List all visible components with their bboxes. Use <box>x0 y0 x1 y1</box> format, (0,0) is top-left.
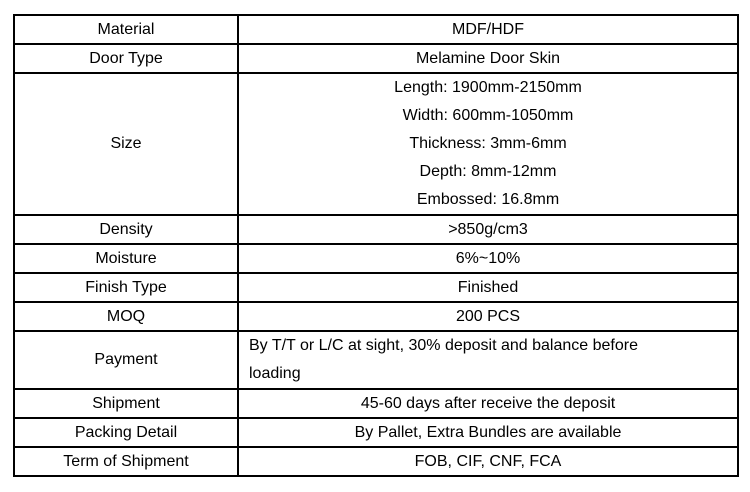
table-row-size <box>14 73 738 215</box>
table-row-packing-detail <box>14 418 738 447</box>
row-value-moisture: 6%~10% <box>238 244 738 273</box>
row-value-density: >850g/cm3 <box>238 215 738 244</box>
table-row-moisture <box>14 244 738 273</box>
row-value-shipment: 45-60 days after receive the deposit <box>238 389 738 418</box>
size-line-thickness: Thickness: 3mm-6mm <box>409 135 567 152</box>
row-value-payment <box>238 331 738 389</box>
row-label-finish-type: Finish Type <box>14 273 238 302</box>
table-row-finish-type <box>14 273 738 302</box>
row-label-payment: Payment <box>14 331 238 389</box>
row-value-size <box>238 73 738 215</box>
row-label-size: Size <box>14 73 238 215</box>
product-spec-table <box>13 14 739 477</box>
row-label-material: Material <box>14 15 238 44</box>
row-label-moq: MOQ <box>14 302 238 331</box>
row-label-shipment: Shipment <box>14 389 238 418</box>
table-row-door-type <box>14 44 738 73</box>
row-value-finish-type: Finished <box>238 273 738 302</box>
size-line-length: Length: 1900mm-2150mm <box>394 79 582 96</box>
row-label-moisture: Moisture <box>14 244 238 273</box>
table-row-term-of-shipment <box>14 447 738 476</box>
row-value-door-type: Melamine Door Skin <box>238 44 738 73</box>
row-label-density: Density <box>14 215 238 244</box>
payment-terms-text: By T/T or L/C at sight, 30% deposit and balance before loading <box>249 337 638 382</box>
row-label-term-of-shipment: Term of Shipment <box>14 447 238 476</box>
table-row-density <box>14 215 738 244</box>
size-line-width: Width: 600mm-1050mm <box>402 107 574 124</box>
size-line-depth: Depth: 8mm-12mm <box>419 163 557 180</box>
table-row-moq <box>14 302 738 331</box>
table-row-shipment <box>14 389 738 418</box>
row-value-term-of-shipment: FOB, CIF, CNF, FCA <box>238 447 738 476</box>
row-value-moq: 200 PCS <box>238 302 738 331</box>
row-label-door-type: Door Type <box>14 44 238 73</box>
table-row-payment <box>14 331 738 389</box>
size-line-embossed: Embossed: 16.8mm <box>416 191 560 208</box>
row-value-material: MDF/HDF <box>238 15 738 44</box>
row-label-packing-detail: Packing Detail <box>14 418 238 447</box>
row-value-packing-detail: By Pallet, Extra Bundles are available <box>238 418 738 447</box>
table-row-material <box>14 15 738 44</box>
